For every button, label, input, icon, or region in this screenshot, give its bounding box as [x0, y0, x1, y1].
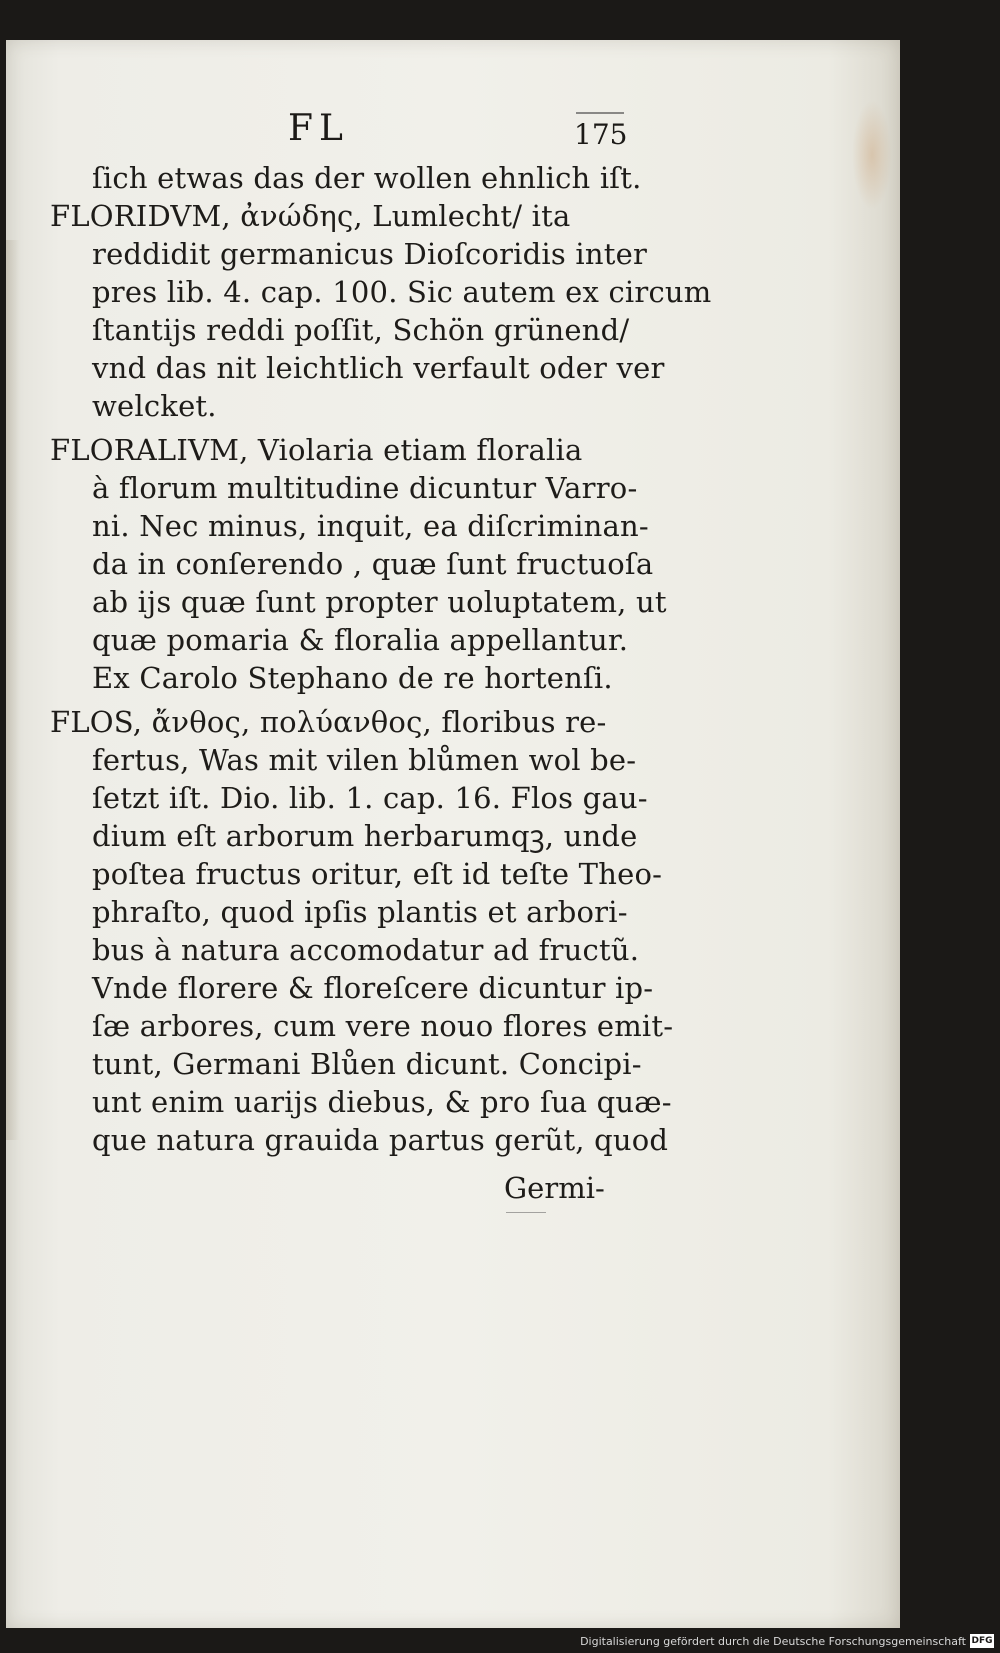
text-line: phraſto, quod ipſis plantis et arbori- [92, 895, 628, 929]
text-line: ſæ arbores, cum vere nouo flores emit- [92, 1009, 674, 1043]
text-line: Ex Carolo Stephano de re hortenſi. [92, 661, 613, 695]
digitization-footer [0, 1628, 1000, 1653]
funding-credit: Digitalisierung gefördert durch die Deutsche Forschungsgemeinschaft [580, 1635, 966, 1648]
text-line: ſtantijs reddi poſſit, Schön grünend/ [92, 313, 630, 347]
catchword: Germi- [504, 1171, 605, 1205]
entry-heading-line: FLOS, ἄνθος, πολύανθος, floribus re- [50, 705, 607, 739]
entry-heading-line: FLORIDVM, ἀνώδης, Lumlecht/ ita [50, 199, 571, 233]
text-line: bus à natura accomodatur ad fructũ. [92, 933, 640, 967]
text-line: ni. Nec minus, inquit, ea diſcriminan- [92, 509, 649, 543]
text-line: à florum multitudine dicuntur Varro- [92, 471, 638, 505]
running-head: FL [288, 108, 349, 149]
text-line: reddidit germanicus Dioſcoridis inter [92, 237, 648, 271]
book-page [6, 40, 900, 1628]
page-number: 175 [574, 118, 628, 151]
text-line: quæ pomaria & floralia appellantur. [92, 623, 629, 657]
text-line: poſtea fructus oritur, eſt id teſte Theo- [92, 857, 663, 891]
text-line: ab ijs quæ ſunt propter uoluptatem, ut [92, 585, 667, 619]
text-line: que natura grauida partus gerũt, quod [92, 1123, 669, 1157]
text-line: tunt, Germani Blůen dicunt. Concipi- [92, 1047, 642, 1081]
text-line: welcket. [92, 389, 217, 423]
page-body [6, 40, 900, 1628]
text-line: pres lib. 4. cap. 100. Sic autem ex circum [92, 275, 712, 309]
text-line: vnd das nit leichtlich verfault oder ver [92, 351, 665, 385]
text-line: ſich etwas das der wollen ehnlich iſt. [92, 161, 642, 195]
dfg-logo-badge: DFG [971, 1636, 993, 1646]
text-line: Vnde florere & floreſcere dicuntur ip- [92, 971, 654, 1005]
entry-heading-line: FLORALIVM, Violaria etiam floralia [50, 433, 583, 467]
text-line: dium eſt arborum herbarumqꝫ, unde [92, 819, 638, 853]
text-line: ſetzt iſt. Dio. lib. 1. cap. 16. Flos gau- [92, 781, 648, 815]
catchword-rule [506, 1212, 546, 1213]
text-line: da in conſerendo , quæ ſunt fructuoſa [92, 547, 654, 581]
text-line: unt enim uarijs diebus, & pro ſua quæ- [92, 1085, 672, 1119]
text-line: fertus, Was mit vilen blůmen wol be- [92, 743, 637, 777]
